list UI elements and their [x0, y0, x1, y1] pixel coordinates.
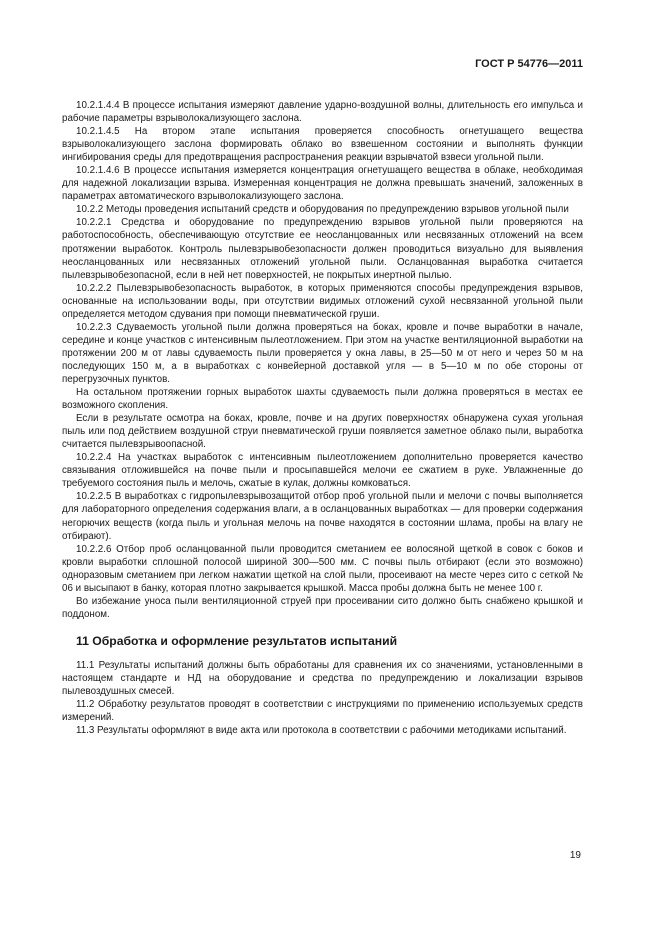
paragraph: 10.2.2.5 В выработках с гидропылевзрывозащитой отбор проб угольной пыли и мелочи с почвы выполняется для лабораторного определения содержания влаги, а в осланцованных выработках — для проверки содержания негорючих веществ (когда пыль и угольная мелочь на почве находятся в состоянии шлама, пробы на влагу не отбирают).	[62, 491, 583, 542]
section-heading: 11 Обработка и оформление результатов испытаний	[76, 633, 398, 648]
page-content	[62, 99, 583, 737]
paragraph: 10.2.2.3 Сдуваемость угольной пыли должна проверяться на боках, кровле и почве выработки в начале, середине и конце участков с интенсивным пылеотложением. При этом на участке вентиляционной выработки на протяжении 200 м от лавы сдуваемость пыли проверяется у окна лавы, в 25—50 м от него и через 50 м на последующих 150 м, а в выработках с конвейерной доставкой угля — в 5—10 м по обе стороны от перегрузочных пунктов.	[62, 321, 583, 385]
paragraph: На остальном протяжении горных выработок шахты сдуваемость пыли должна проверяться в местах ее возможного скопления.	[62, 387, 583, 412]
paragraph: 11.1 Результаты испытаний должны быть обработаны для сравнения их со значениями, установленными в настоящем стандарте и НД на оборудование и средства по предупреждению и локализации взрывов пылевоздушных смесей.	[62, 659, 583, 697]
paragraph: 10.2.2 Методы проведения испытаний средств и оборудования по предупреждению взрывов угольной пыли	[76, 204, 569, 216]
paragraph: 11.3 Результаты оформляют в виде акта или протокола в соответствии с рабочими методиками испытаний.	[76, 725, 567, 737]
paragraph: 10.2.1.4.6 В процессе испытания измеряется концентрация огнетушащего вещества в облаке, необходимая для надежной локализации взрыва. Измеренная концентрация не должна превышать значений, заложенных в параметрах автоматического взрыволокализующего заслона.	[62, 165, 583, 203]
paragraph: 11.2 Обработку результатов проводят в соответствии с инструкциями по применению используемых средств измерений.	[62, 699, 583, 724]
paragraph: 10.2.2.6 Отбор проб осланцованной пыли проводится сметанием ее волосяной щеткой в совок с боков и кровли выработки сплошной полосой шириной 300—500 мм. С почвы пыль отбирают (если это возможно) одноразовым сметанием при легком нажатии щеткой на слой пыли, просеивают на месте через сито с сеткой № 06 и высыпают в банку, которая плотно закрывается крышкой. Масса пробы должна быть не менее 100 г.	[62, 543, 583, 594]
paragraph: 10.2.2.1 Средства и оборудование по предупреждению взрывов угольной пыли проверяются на работоспособность, обеспечивающую отсутствие ее неосланцованных или несвязанных отложений на всем протяжении выработок. Контроль пылевзрывобезопасности должен проводиться визуально для выявления неосланцованных или несвязанных отложений угольной пыли. Осланцованная выработка считается пылевзрывобезопасной, если в ней нет поверхностей, не покрытых инертной пылью.	[62, 217, 583, 281]
paragraph: 10.2.1.4.4 В процессе испытания измеряют давление ударно-воздушной волны, длительность его импульса и рабочие параметры взрыволокализующего заслона.	[62, 100, 583, 125]
paragraph: 10.2.2.4 На участках выработок с интенсивным пылеотложением дополнительно проверяется качество связывания отложившейся на почве пыли и просыпавшейся мелочи ее сжатием в руке. Увлажненные до требуемого состояния пыль и мелочь, сжатые в кулак, должны комковаться.	[62, 452, 583, 490]
document-id-header: ГОСТ Р 54776—2011	[475, 58, 583, 70]
paragraph: Если в результате осмотра на боках, кровле, почве и на других поверхностях обнаружена сухая угольная пыль или под действием воздушной струи пневматической груши появляется заметное облако пыли, выработка считается пылевзрывоопасной.	[62, 413, 583, 451]
paragraph: 10.2.1.4.5 На втором этапе испытания проверяется способность огнетушащего вещества взрыволокализующего заслона формировать облако во взвешенном состоянии и выполнять функции ингибирования среды для предотвращения распространения реакции взрывчатой взвеси угольной пыли.	[62, 126, 583, 164]
paragraph: Во избежание уноса пыли вентиляционной струей при просеивании сито должно быть снабжено крышкой и поддоном.	[62, 595, 583, 620]
page-number: 19	[569, 850, 581, 861]
paragraph: 10.2.2.2 Пылевзрывобезопасность выработок, в которых применяются способы предупреждения взрывов, основанные на использовании воды, при отсутствии видимых отложений сухой несвязанной угольной пыли определяется методом сдувания при помощи пневматической груши.	[62, 282, 583, 320]
